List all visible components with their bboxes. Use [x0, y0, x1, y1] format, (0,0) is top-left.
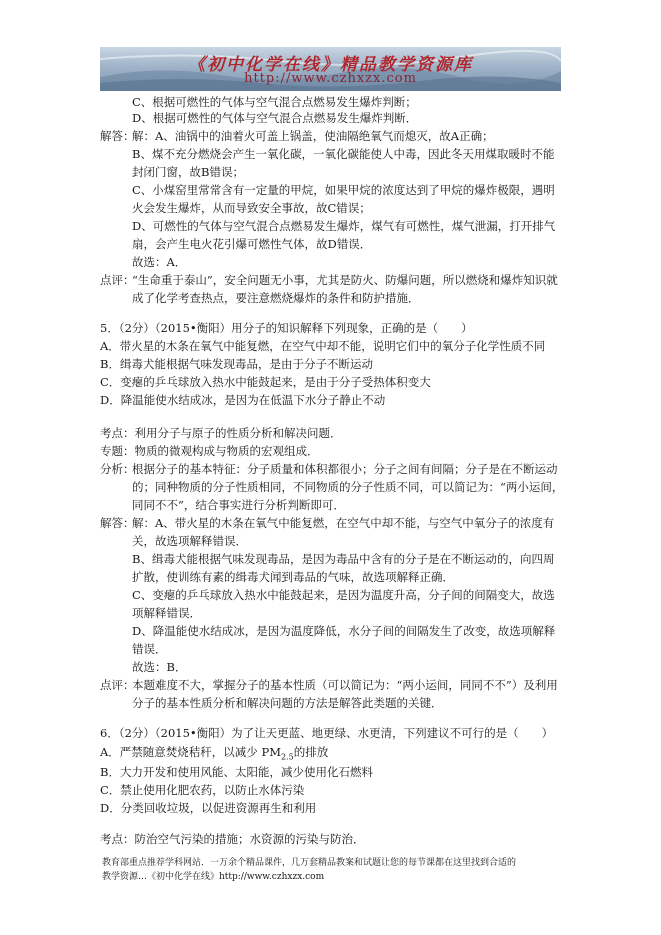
q5-jieda-b1: B、缉毒犬能根据气味发现毒品，是因为毒品中含有的分子是在不断运动的，向四周	[132, 552, 555, 566]
q5-kaodian: 考点：利用分子与原子的性质分析和解决问题．	[100, 426, 342, 440]
q5-option-c: C．变瘪的乒乓球放入热水中能鼓起来，是由于分子受热体积变大	[100, 375, 431, 389]
q5-option-a: A．带火星的木条在氧气中能复燃，在空气中却不能，说明它们中的氧分子化学性质不同	[100, 339, 546, 353]
q4-dianping-1: “生命重于泰山”，安全问题无小事，尤其是防火、防爆问题，所以燃烧和爆炸知识就	[132, 273, 558, 287]
q5-jieda-d2: 错误．	[132, 642, 167, 656]
q5-dianping-label: 点评：	[100, 678, 135, 692]
q6-option-a-subscript: 2.5	[280, 752, 294, 762]
q6-stem: 6．（2分）（2015•衡阳）为了让天更蓝、地更绿、水更清，下列建议不可行的是（ ）	[100, 726, 554, 740]
q5-jieda-a1: 解：A、带火星的木条在氧气中能复燃，在空气中却不能，与空气中氧分子的浓度有	[132, 516, 555, 530]
q4-dianping-label: 点评：	[100, 273, 135, 287]
banner-title: 《初中化学在线》精品教学资源库	[188, 55, 473, 75]
q5-jieda-a2: 关，故选项解释错误．	[132, 534, 247, 548]
q4-dianping-2: 成了化学考查热点，要注意燃烧爆炸的条件和防护措施．	[132, 291, 420, 305]
q5-zhuanti: 专题：物质的微观构成与物质的宏观组成．	[100, 444, 319, 458]
q4-jieda-b2: 封闭门窗，故B错误；	[132, 165, 244, 179]
q5-jieda-b2: 扩散，使训练有素的缉毒犬闻到毒品的气味，故选项解释正确．	[132, 570, 454, 584]
q4-jieda-c2: 火会发生爆炸，从而导致安全事故，故C错误；	[132, 201, 371, 215]
q4-jieda-d2: 扇，会产生电火花引爆可燃性气体，故D错误．	[132, 237, 372, 251]
q5-option-b: B．缉毒犬能根据气味发现毒品，是由于分子不断运动	[100, 357, 373, 371]
q4-jieda-c1: C、小煤窑里常常含有一定量的甲烷，如果甲烷的浓度达到了甲烷的爆炸极限，遇明	[132, 183, 555, 197]
q5-jieda-d1: D、降温能使水结成冰，是因为温度降低，水分子间的间隔发生了改变，故选项解释	[132, 624, 556, 638]
banner-url[interactable]: http://www.czhxzx.com	[244, 71, 417, 86]
q5-answer: 故选：B．	[132, 660, 187, 674]
q6-option-c: C．禁止使用化肥农药，以防止水体污染	[100, 783, 305, 797]
q6-option-a-text: A．严禁随意焚烧秸秆，以减少 PM	[100, 745, 281, 759]
q5-dianping-1: 本题难度不大，掌握分子的基本性质（可以简记为：“两小运间，同同不不”）及利用	[132, 678, 558, 692]
q6-option-b: B．大力开发和使用风能、太阳能，减少使用化石燃料	[100, 765, 373, 779]
q5-jieda-c2: 项解释错误．	[132, 606, 201, 620]
q6-option-d: D．分类回收垃圾，以促进资源再生和利用	[100, 801, 317, 815]
q5-option-d: D．降温能使水结成冰，是因为在低温下水分子静止不动	[100, 393, 386, 407]
q4-option-d-analysis: D、根据可燃性的气体与空气混合点燃易发生爆炸判断．	[132, 111, 418, 125]
q4-jieda-label: 解答：	[100, 129, 135, 143]
q5-fenxi-3: 同同不不”，结合事实进行分析判断即可．	[132, 498, 345, 512]
q5-dianping-2: 分子的基本性质分析和解决问题的方法是解答此类题的关键．	[132, 696, 443, 710]
footer-line-2[interactable]: 教学资源…《初中化学在线》http://www.czhxzx.com	[102, 872, 325, 882]
q4-option-c-analysis: C、根据可燃性的气体与空气混合点燃易发生爆炸判断；	[132, 95, 417, 109]
header-banner	[100, 47, 561, 91]
q6-option-a-tail: 的排放	[293, 745, 329, 759]
q5-fenxi-1: 根据分子的基本特征：分子质量和体积都很小；分子之间有间隔；分子是在不断运动	[132, 462, 558, 476]
q5-fenxi-2: 的；同种物质的分子性质相同，不同物质的分子性质不同，可以简记为：“两小运间，	[132, 480, 564, 494]
q4-jieda-d1: D、可燃性的气体与空气混合点燃易发生爆炸，煤气有可燃性，煤气泄漏，打开排气	[132, 219, 556, 233]
q4-jieda-a: 解：A、油锅中的油着火可盖上锅盖，使油隔绝氧气而熄灭，故A正确；	[132, 129, 494, 143]
q4-jieda-b1: B、煤不充分燃烧会产生一氧化碳，一氧化碳能使人中毒，因此冬天用煤取暖时不能	[132, 147, 555, 161]
q5-jieda-c1: C、变瘪的乒乓球放入热水中能鼓起来，是因为温度升高，分子间的间隔变大，故选	[132, 588, 555, 602]
footer-line-1: 教育部重点推荐学科网站．一万余个精品课件，几万套精品教案和试题让您的每节课都在这里找到合适的	[102, 858, 517, 868]
q4-answer: 故选：A．	[132, 255, 187, 269]
q5-jieda-label: 解答：	[100, 516, 135, 530]
q5-fenxi-label: 分析：	[100, 462, 135, 476]
q6-option-a	[100, 745, 328, 764]
q6-kaodian: 考点：防治空气污染的措施；水资源的污染与防治．	[100, 832, 365, 846]
q5-stem: 5．（2分）（2015•衡阳）用分子的知识解释下列现象，正确的是（ ）	[100, 321, 473, 335]
